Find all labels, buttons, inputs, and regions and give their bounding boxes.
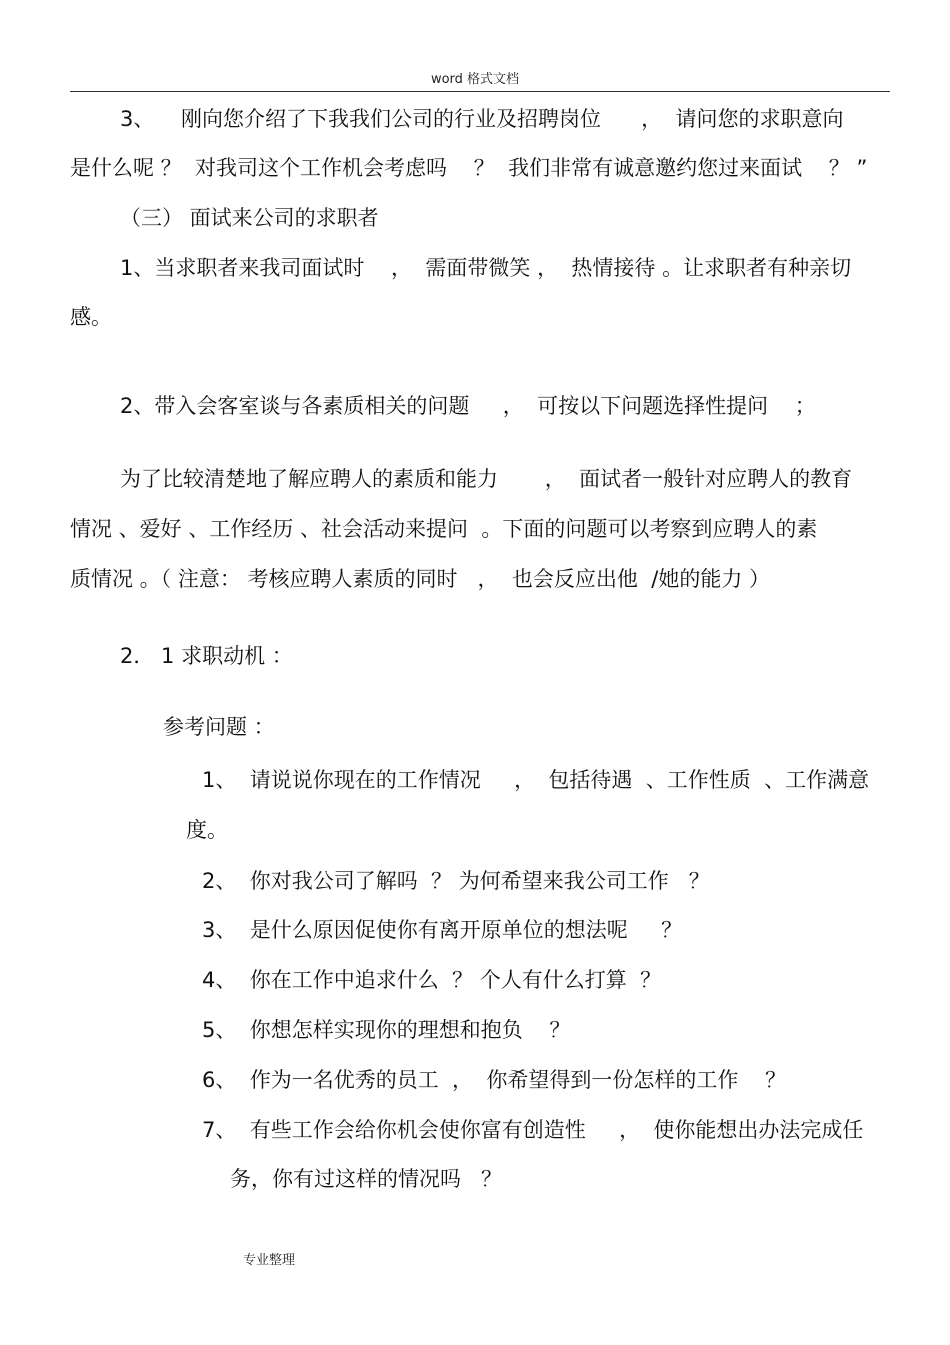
page-footer: 专业整理 (243, 1253, 296, 1268)
questions-label: 参考问题 ： (163, 715, 275, 739)
paragraph-line: 感。 (70, 305, 112, 329)
list-item-continuation: 度。 (186, 818, 228, 842)
paragraph-line: 3、 刚向您介绍了下我我们公司的行业及招聘岗位 ， 请问您的求职意向 (120, 107, 844, 131)
page-header: word 格式文档 (430, 72, 520, 87)
paragraph-line: 质情况 。（ 注意： 考核应聘人素质的同时 ， 也会反应出他 /她的能力 ） (70, 567, 771, 591)
section-heading: （三） 面试来公司的求职者 (120, 206, 379, 230)
paragraph-line: 1、当求职者来我司面试时 ， 需面带微笑 ， 热情接待 。让求职者有种亲切 (120, 256, 852, 280)
header-divider (70, 91, 890, 92)
subsection-heading: 2． 1 求职动机 ： (120, 644, 293, 668)
paragraph-line: 2、带入会客室谈与各素质相关的问题 ， 可按以下问题选择性提问 ； (120, 394, 816, 418)
list-item: 3、 是什么原因促使你有离开原单位的想法呢 ？ (202, 918, 683, 942)
list-item: 1、 请说说你现在的工作情况 ， 包括待遇 、工作性质 、工作满意 (202, 768, 870, 792)
list-item: 4、 你在工作中追求什么 ？ 个人有什么打算 ？ (202, 968, 662, 992)
list-item: 7、 有些工作会给你机会使你富有创造性 ， 使你能想出办法完成任 (202, 1118, 864, 1142)
list-item: 6、 作为一名优秀的员工 ， 你希望得到一份怎样的工作 ？ (202, 1068, 787, 1092)
list-item: 2、 你对我公司了解吗 ？ 为何希望来我公司工作 ？ (202, 869, 710, 893)
list-item: 5、 你想怎样实现你的理想和抱负 ？ (202, 1018, 571, 1042)
paragraph-line: 是什么呢 ？ 对我司这个工作机会考虑吗 ？ 我们非常有诚意邀约您过来面试 ？ ” (70, 156, 868, 180)
list-item-continuation: 务，你有过这样的情况吗 ？ (230, 1167, 503, 1191)
paragraph-line: 为了比较清楚地了解应聘人的素质和能力 ， 面试者一般针对应聘人的教育 (120, 467, 853, 491)
paragraph-line: 情况 、爱好 、工作经历 、社会活动来提问 。下面的问题可以考察到应聘人的素 (70, 517, 818, 541)
